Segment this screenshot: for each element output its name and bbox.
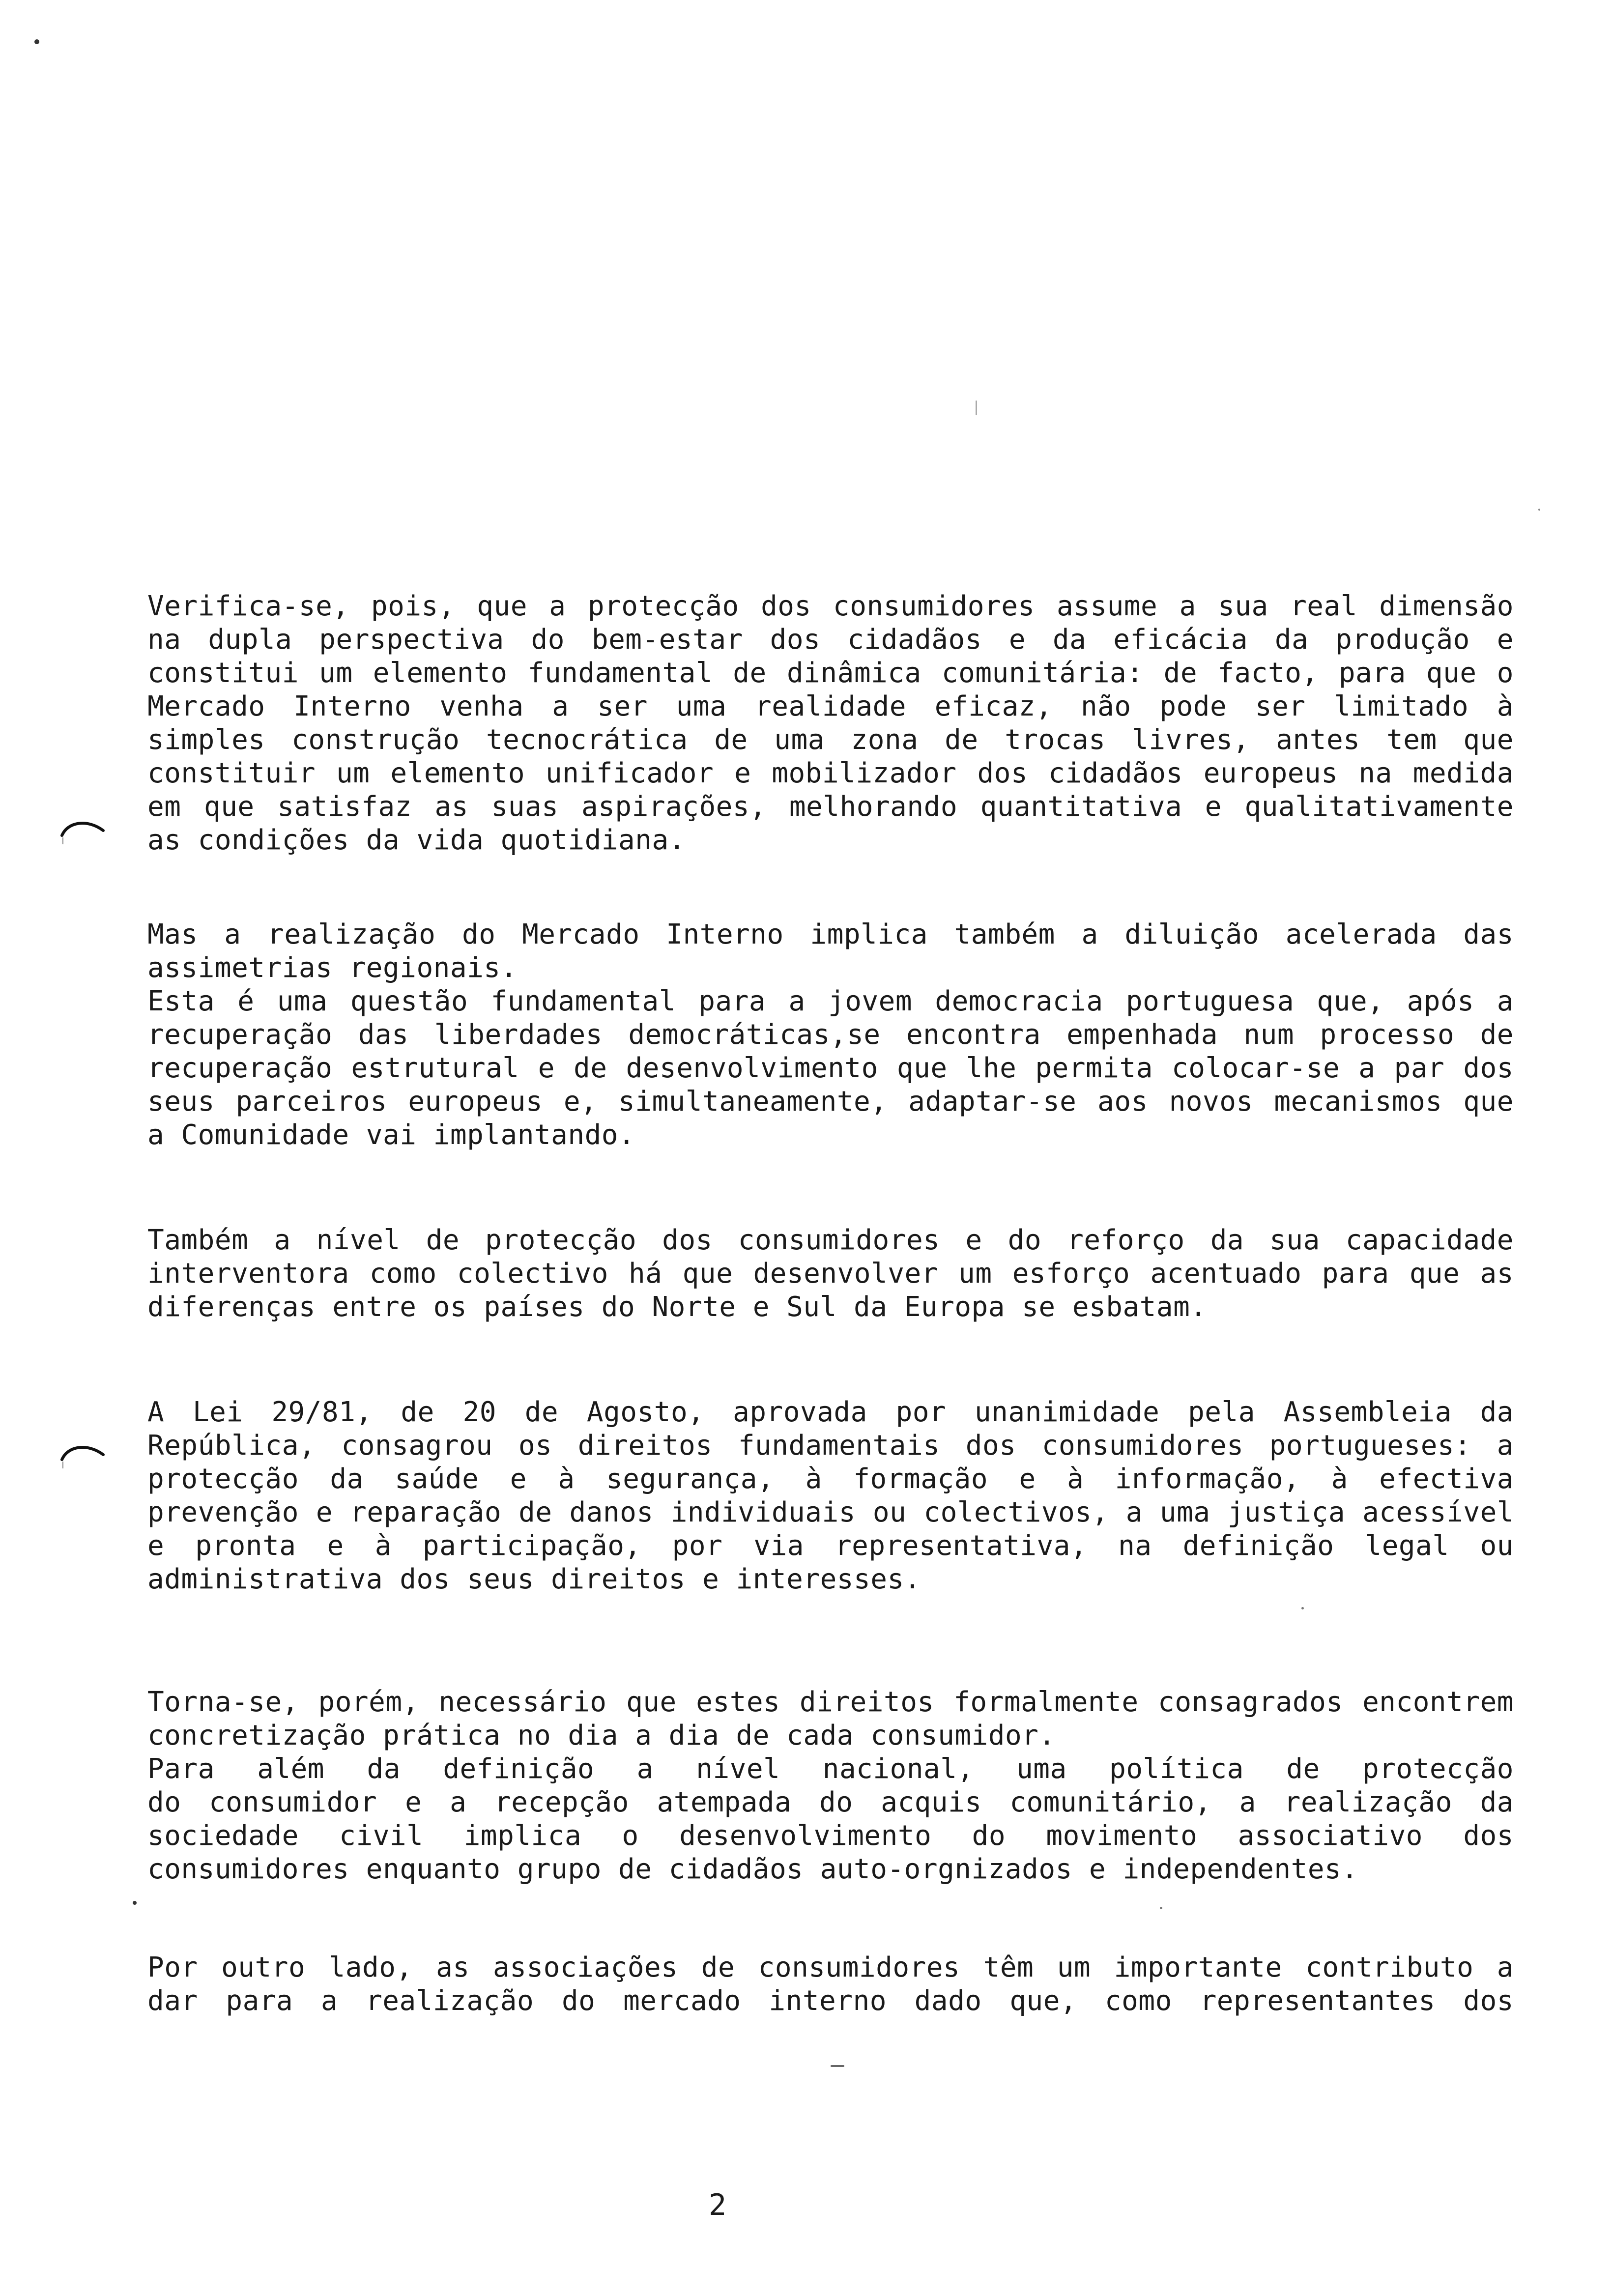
text-line: interventora como colectivo há que desenvolver um esforço acentuado para que as <box>147 1258 1514 1290</box>
text-line: constituir um elemento unificador e mobilizador dos cidadãos europeus na medida <box>147 757 1514 789</box>
text-line: Mercado Interno venha a ser uma realidade eficaz, não pode ser limitado à <box>147 690 1514 722</box>
paragraph-1 <box>147 590 1514 857</box>
page-number: 2 <box>708 2188 727 2222</box>
margin-bracket-mark <box>58 1440 107 1469</box>
text-line: em que satisfaz as suas aspirações, melhorando quantitativa e qualitativamente <box>147 791 1514 823</box>
text-line: diferenças entre os países do Norte e Sul da Europa se esbatam. <box>147 1291 1207 1323</box>
paragraph-4 <box>147 1396 1514 1596</box>
text-line: constitui um elemento fundamental de dinâmica comunitária: de facto, para que o <box>147 657 1514 689</box>
text-line: a Comunidade vai implantando. <box>147 1119 635 1151</box>
text-line: Também a nível de protecção dos consumidores e do reforço da sua capacidade <box>147 1224 1514 1256</box>
text-line: seus parceiros europeus e, simultaneamente, adaptar-se aos novos mecanismos que <box>147 1086 1514 1118</box>
text-line: protecção da saúde e à segurança, à formação e à informação, à efectiva <box>147 1463 1514 1495</box>
text-line: do consumidor e a recepção atempada do acquis comunitário, a realização da <box>147 1786 1514 1818</box>
text-line: Por outro lado, as associações de consumidores têm um importante contributo a <box>147 1952 1514 1983</box>
scan-speck <box>1160 1907 1162 1909</box>
text-line: recuperação estrutural e de desenvolvimento que lhe permita colocar-se a par dos <box>147 1052 1514 1084</box>
text-line: sociedade civil implica o desenvolvimento do movimento associativo dos <box>147 1820 1514 1852</box>
text-line: simples construção tecnocrática de uma zona de trocas livres, antes tem que <box>147 724 1514 756</box>
text-line: A Lei 29/81, de 20 de Agosto, aprovada por unanimidade pela Assembleia da <box>147 1396 1514 1428</box>
margin-bracket-mark <box>58 816 107 845</box>
text-line: Esta é uma questão fundamental para a jovem democracia portuguesa que, após a <box>147 985 1514 1017</box>
scan-speck <box>1301 1607 1304 1609</box>
scan-speck <box>133 1901 137 1905</box>
text-line: Para além da definição a nível nacional, uma política de protecção <box>147 1753 1514 1785</box>
text-line: Torna-se, porém, necessário que estes direitos formalmente consagrados encontrem <box>147 1686 1514 1718</box>
text-line: República, consagrou os direitos fundamentais dos consumidores portugueses: a <box>147 1430 1514 1462</box>
text-line: recuperação das liberdades democráticas,se encontra empenhada num processo de <box>147 1019 1514 1051</box>
scan-speck <box>1538 509 1540 511</box>
text-line: Mas a realização do Mercado Interno implica também a diluição acelerada das <box>147 918 1514 950</box>
text-line: concretização prática no dia a dia de cada consumidor. <box>147 1720 1056 1751</box>
paragraph-6 <box>147 1951 1514 2018</box>
text-line: as condições da vida quotidiana. <box>147 824 686 856</box>
text-line: dar para a realização do mercado interno dado que, como representantes dos <box>147 1985 1514 2017</box>
paragraph-5 <box>147 1686 1514 1886</box>
scan-speck <box>34 39 39 44</box>
paragraph-3 <box>147 1224 1514 1324</box>
text-line: Verifica-se, pois, que a protecção dos consumidores assume a sua real dimensão <box>147 590 1514 622</box>
text-line: prevenção e reparação de danos individuais ou colectivos, a uma justiça acessível <box>147 1496 1514 1528</box>
text-line: administrativa dos seus direitos e interesses. <box>147 1563 921 1595</box>
paragraph-2 <box>147 918 1514 1152</box>
text-line: assimetrias regionais. <box>147 952 518 984</box>
scan-speck <box>831 2065 844 2067</box>
text-line: e pronta e à participação, por via representativa, na definição legal ou <box>147 1530 1514 1562</box>
scan-speck <box>976 401 977 415</box>
text-line: consumidores enquanto grupo de cidadãos auto-orgnizados e independentes. <box>147 1853 1358 1885</box>
text-line: na dupla perspectiva do bem-estar dos cidadãos e da eficácia da produção e <box>147 624 1514 656</box>
